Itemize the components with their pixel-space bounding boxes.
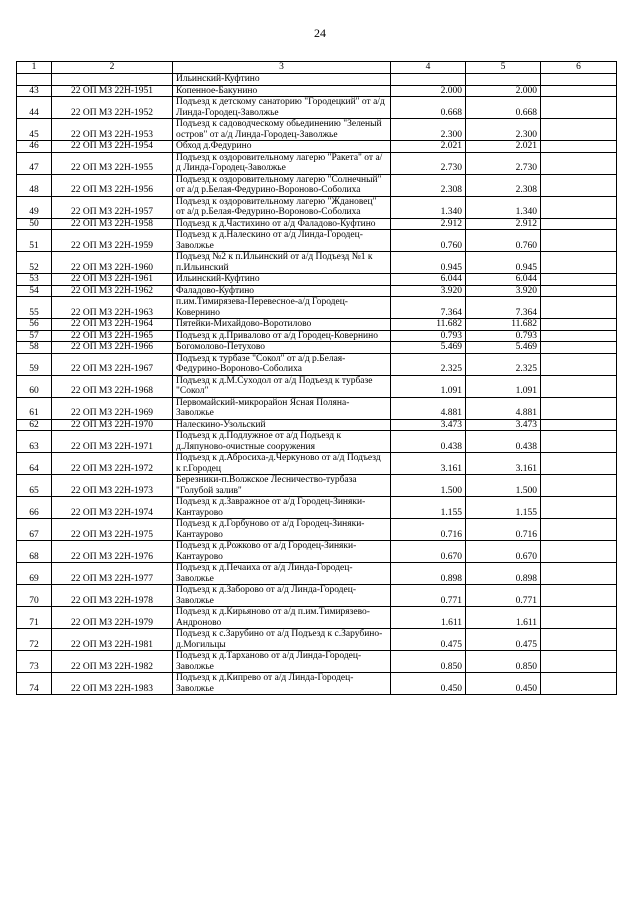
length-value: 2.300 bbox=[391, 119, 466, 141]
road-name: Подъезд к д.Налескино от а/д Линда-Городец-Заволжье bbox=[173, 230, 391, 252]
row-number: 45 bbox=[17, 119, 52, 141]
road-code: 22 ОП МЗ 22Н-1966 bbox=[52, 342, 173, 354]
note-cell bbox=[541, 274, 617, 286]
note-cell bbox=[541, 141, 617, 153]
length-value: 0.850 bbox=[391, 651, 466, 673]
road-code: 22 ОП МЗ 22Н-1955 bbox=[52, 152, 173, 174]
length-value: 0.771 bbox=[391, 585, 466, 607]
road-name: Ильинский-Куфтино bbox=[173, 74, 391, 86]
length-value: 7.364 bbox=[391, 297, 466, 319]
table-row bbox=[17, 285, 617, 297]
note-cell bbox=[541, 119, 617, 141]
table-row bbox=[17, 152, 617, 174]
table-header-row bbox=[17, 62, 617, 74]
row-number: 54 bbox=[17, 285, 52, 297]
length-value: 0.898 bbox=[391, 563, 466, 585]
road-code: 22 ОП МЗ 22Н-1961 bbox=[52, 274, 173, 286]
table-row bbox=[17, 353, 617, 375]
length-value-2: 0.793 bbox=[466, 330, 541, 342]
table-row bbox=[17, 397, 617, 419]
row-number: 48 bbox=[17, 174, 52, 196]
column-header: 6 bbox=[541, 62, 617, 74]
road-code: 22 ОП МЗ 22Н-1982 bbox=[52, 651, 173, 673]
length-value-2: 0.670 bbox=[466, 541, 541, 563]
road-name: Подъезд к д.М.Суходол от а/д Подъезд к турбазе "Сокол" bbox=[173, 375, 391, 397]
road-name: Подъезд к д.Тарханово от а/д Линда-Городец-Заволжье bbox=[173, 651, 391, 673]
length-value-2: 3.920 bbox=[466, 285, 541, 297]
length-value: 0.670 bbox=[391, 541, 466, 563]
length-value: 0.668 bbox=[391, 97, 466, 119]
table-row bbox=[17, 431, 617, 453]
road-code: 22 ОП МЗ 22Н-1958 bbox=[52, 218, 173, 230]
road-name: Подъезд к д.Печаиха от а/д Линда-Городец-Заволжье bbox=[173, 563, 391, 585]
row-number: 58 bbox=[17, 342, 52, 354]
table-row bbox=[17, 297, 617, 319]
note-cell bbox=[541, 174, 617, 196]
road-code: 22 ОП МЗ 22Н-1963 bbox=[52, 297, 173, 319]
column-header: 1 bbox=[17, 62, 52, 74]
road-name: Подъезд №2 к п.Ильинский от а/д Подъезд №1 к п.Ильинский bbox=[173, 252, 391, 274]
length-value: 2.021 bbox=[391, 141, 466, 153]
table-row bbox=[17, 629, 617, 651]
table-row bbox=[17, 85, 617, 97]
road-name: Подъезд к д.Заборово от а/д Линда-Городец-Заволжье bbox=[173, 585, 391, 607]
road-name: Пятейки-Михайдово-Воротилово bbox=[173, 319, 391, 331]
note-cell bbox=[541, 218, 617, 230]
road-name: Подъезд к д.Кирьяново от а/д п.им.Тимирязево-Андроново bbox=[173, 607, 391, 629]
note-cell bbox=[541, 319, 617, 331]
table-row bbox=[17, 230, 617, 252]
length-value: 1.500 bbox=[391, 475, 466, 497]
table-row bbox=[17, 651, 617, 673]
length-value bbox=[391, 74, 466, 86]
road-name: Фаладово-Куфтино bbox=[173, 285, 391, 297]
table-row bbox=[17, 342, 617, 354]
note-cell bbox=[541, 252, 617, 274]
length-value-2: 1.500 bbox=[466, 475, 541, 497]
road-code: 22 ОП МЗ 22Н-1978 bbox=[52, 585, 173, 607]
road-name: Подъезд к детскому санаторию "Городецкий" от а/д Линда-Городец-Заволжье bbox=[173, 97, 391, 119]
row-number: 65 bbox=[17, 475, 52, 497]
table-row bbox=[17, 519, 617, 541]
row-number: 73 bbox=[17, 651, 52, 673]
note-cell bbox=[541, 475, 617, 497]
road-code: 22 ОП МЗ 22Н-1977 bbox=[52, 563, 173, 585]
row-number: 71 bbox=[17, 607, 52, 629]
length-value: 5.469 bbox=[391, 342, 466, 354]
table-row bbox=[17, 319, 617, 331]
row-number: 52 bbox=[17, 252, 52, 274]
length-value-2: 1.091 bbox=[466, 375, 541, 397]
road-code: 22 ОП МЗ 22Н-1975 bbox=[52, 519, 173, 541]
table-row bbox=[17, 141, 617, 153]
road-name: Копенное-Бакунино bbox=[173, 85, 391, 97]
note-cell bbox=[541, 152, 617, 174]
note-cell bbox=[541, 85, 617, 97]
length-value: 0.760 bbox=[391, 230, 466, 252]
length-value: 0.475 bbox=[391, 629, 466, 651]
road-code: 22 ОП МЗ 22Н-1967 bbox=[52, 353, 173, 375]
table-row bbox=[17, 673, 617, 695]
road-name: Подъезд к с.Зарубино от а/д Подъезд к с.Зарубино-д.Могильцы bbox=[173, 629, 391, 651]
note-cell bbox=[541, 297, 617, 319]
road-name: Березники-п.Волжское Лесничество-турбаза "Голубой залив" bbox=[173, 475, 391, 497]
note-cell bbox=[541, 285, 617, 297]
table-row bbox=[17, 74, 617, 86]
note-cell bbox=[541, 353, 617, 375]
road-code: 22 ОП МЗ 22Н-1964 bbox=[52, 319, 173, 331]
road-name: Богомолово-Петухово bbox=[173, 342, 391, 354]
length-value: 2.730 bbox=[391, 152, 466, 174]
road-name: Подъезд к оздоровительному лагерю "Ракета" от а/д Линда-Городец-Заволжье bbox=[173, 152, 391, 174]
length-value: 0.945 bbox=[391, 252, 466, 274]
roads-table bbox=[16, 61, 617, 695]
length-value-2: 2.308 bbox=[466, 174, 541, 196]
road-code: 22 ОП МЗ 22Н-1957 bbox=[52, 196, 173, 218]
table-row bbox=[17, 218, 617, 230]
note-cell bbox=[541, 607, 617, 629]
note-cell bbox=[541, 585, 617, 607]
row-number: 47 bbox=[17, 152, 52, 174]
note-cell bbox=[541, 230, 617, 252]
road-code: 22 ОП МЗ 22Н-1971 bbox=[52, 431, 173, 453]
road-name: Подъезд к д.Абросиха-д.Черкуново от а/д Подъезд к г.Городец bbox=[173, 453, 391, 475]
road-code: 22 ОП МЗ 22Н-1973 bbox=[52, 475, 173, 497]
table-row bbox=[17, 497, 617, 519]
road-code: 22 ОП МЗ 22Н-1974 bbox=[52, 497, 173, 519]
road-name: Подъезд к д.Привалово от а/д Городец-Ковернино bbox=[173, 330, 391, 342]
note-cell bbox=[541, 453, 617, 475]
length-value: 0.450 bbox=[391, 673, 466, 695]
note-cell bbox=[541, 419, 617, 431]
length-value: 3.161 bbox=[391, 453, 466, 475]
table-row bbox=[17, 375, 617, 397]
length-value-2: 2.325 bbox=[466, 353, 541, 375]
row-number: 74 bbox=[17, 673, 52, 695]
note-cell bbox=[541, 541, 617, 563]
road-name: Подъезд к д.Рожково от а/д Городец-Зиняки-Кантаурово bbox=[173, 541, 391, 563]
note-cell bbox=[541, 431, 617, 453]
length-value-2: 4.881 bbox=[466, 397, 541, 419]
row-number: 49 bbox=[17, 196, 52, 218]
road-code: 22 ОП МЗ 22Н-1969 bbox=[52, 397, 173, 419]
table-row bbox=[17, 585, 617, 607]
road-name: Подъезд к оздоровительному лагерю "Солнечный" от а/д р.Белая-Федурино-Вороново-Соболиха bbox=[173, 174, 391, 196]
road-name: Первомайский-микрорайон Ясная Поляна-Заволжье bbox=[173, 397, 391, 419]
table-row bbox=[17, 541, 617, 563]
row-number: 56 bbox=[17, 319, 52, 331]
road-code: 22 ОП МЗ 22Н-1960 bbox=[52, 252, 173, 274]
row-number: 67 bbox=[17, 519, 52, 541]
table-row bbox=[17, 174, 617, 196]
length-value-2: 2.730 bbox=[466, 152, 541, 174]
table-row bbox=[17, 119, 617, 141]
road-name: Налескино-Узольский bbox=[173, 419, 391, 431]
table-row bbox=[17, 274, 617, 286]
note-cell bbox=[541, 563, 617, 585]
row-number: 50 bbox=[17, 218, 52, 230]
row-number: 68 bbox=[17, 541, 52, 563]
length-value-2: 0.771 bbox=[466, 585, 541, 607]
row-number: 66 bbox=[17, 497, 52, 519]
road-name: Обход д.Федурино bbox=[173, 141, 391, 153]
road-code: 22 ОП МЗ 22Н-1981 bbox=[52, 629, 173, 651]
row-number: 59 bbox=[17, 353, 52, 375]
row-number: 53 bbox=[17, 274, 52, 286]
road-code: 22 ОП МЗ 22Н-1956 bbox=[52, 174, 173, 196]
length-value-2: 1.155 bbox=[466, 497, 541, 519]
length-value: 1.611 bbox=[391, 607, 466, 629]
road-code: 22 ОП МЗ 22Н-1983 bbox=[52, 673, 173, 695]
length-value: 6.044 bbox=[391, 274, 466, 286]
length-value-2: 0.668 bbox=[466, 97, 541, 119]
length-value-2: 0.716 bbox=[466, 519, 541, 541]
length-value-2: 5.469 bbox=[466, 342, 541, 354]
table-row bbox=[17, 97, 617, 119]
length-value-2: 0.450 bbox=[466, 673, 541, 695]
table-row bbox=[17, 563, 617, 585]
row-number: 64 bbox=[17, 453, 52, 475]
note-cell bbox=[541, 97, 617, 119]
length-value-2: 11.682 bbox=[466, 319, 541, 331]
note-cell bbox=[541, 519, 617, 541]
road-code: 22 ОП МЗ 22Н-1962 bbox=[52, 285, 173, 297]
road-code: 22 ОП МЗ 22Н-1953 bbox=[52, 119, 173, 141]
length-value-2: 0.760 bbox=[466, 230, 541, 252]
row-number: 51 bbox=[17, 230, 52, 252]
length-value: 2.325 bbox=[391, 353, 466, 375]
row-number: 61 bbox=[17, 397, 52, 419]
length-value-2: 3.473 bbox=[466, 419, 541, 431]
column-header: 5 bbox=[466, 62, 541, 74]
road-name: Подъезд к д.Кипрево от а/д Линда-Городец-Заволжье bbox=[173, 673, 391, 695]
note-cell bbox=[541, 330, 617, 342]
length-value-2: 1.611 bbox=[466, 607, 541, 629]
road-name: Подъезд к оздоровительному лагерю "Ждановец" от а/д р.Белая-Федурино-Вороново-Соболиха bbox=[173, 196, 391, 218]
table-row bbox=[17, 196, 617, 218]
road-name: п.им.Тимирязева-Перевесное-а/д Городец-Ковернино bbox=[173, 297, 391, 319]
road-code bbox=[52, 74, 173, 86]
road-name: Подъезд к д.Горбуново от а/д Городец-Зиняки-Кантаурово bbox=[173, 519, 391, 541]
column-header: 3 bbox=[173, 62, 391, 74]
column-header: 4 bbox=[391, 62, 466, 74]
length-value-2 bbox=[466, 74, 541, 86]
road-code: 22 ОП МЗ 22Н-1972 bbox=[52, 453, 173, 475]
length-value: 3.920 bbox=[391, 285, 466, 297]
note-cell bbox=[541, 375, 617, 397]
note-cell bbox=[541, 673, 617, 695]
length-value: 2.000 bbox=[391, 85, 466, 97]
row-number: 44 bbox=[17, 97, 52, 119]
length-value: 0.716 bbox=[391, 519, 466, 541]
note-cell bbox=[541, 497, 617, 519]
length-value: 4.881 bbox=[391, 397, 466, 419]
row-number: 62 bbox=[17, 419, 52, 431]
note-cell bbox=[541, 74, 617, 86]
length-value: 0.793 bbox=[391, 330, 466, 342]
road-name: Ильинский-Куфтино bbox=[173, 274, 391, 286]
row-number: 60 bbox=[17, 375, 52, 397]
length-value: 1.155 bbox=[391, 497, 466, 519]
road-code: 22 ОП МЗ 22Н-1959 bbox=[52, 230, 173, 252]
road-code: 22 ОП МЗ 22Н-1979 bbox=[52, 607, 173, 629]
row-number: 72 bbox=[17, 629, 52, 651]
length-value-2: 0.945 bbox=[466, 252, 541, 274]
page-number: 24 bbox=[314, 26, 326, 40]
road-code: 22 ОП МЗ 22Н-1954 bbox=[52, 141, 173, 153]
road-name: Подъезд к д.Завражное от а/д Городец-Зиняки-Кантаурово bbox=[173, 497, 391, 519]
road-code: 22 ОП МЗ 22Н-1965 bbox=[52, 330, 173, 342]
length-value-2: 3.161 bbox=[466, 453, 541, 475]
row-number: 43 bbox=[17, 85, 52, 97]
length-value-2: 1.340 bbox=[466, 196, 541, 218]
road-code: 22 ОП МЗ 22Н-1976 bbox=[52, 541, 173, 563]
road-name: Подъезд к турбазе "Сокол" от а/д р.Белая-Федурино-Вороново-Соболиха bbox=[173, 353, 391, 375]
table-row bbox=[17, 419, 617, 431]
length-value: 2.308 bbox=[391, 174, 466, 196]
row-number: 57 bbox=[17, 330, 52, 342]
length-value: 0.438 bbox=[391, 431, 466, 453]
length-value-2: 6.044 bbox=[466, 274, 541, 286]
length-value-2: 0.475 bbox=[466, 629, 541, 651]
length-value-2: 0.438 bbox=[466, 431, 541, 453]
length-value-2: 2.000 bbox=[466, 85, 541, 97]
road-code: 22 ОП МЗ 22Н-1970 bbox=[52, 419, 173, 431]
length-value: 11.682 bbox=[391, 319, 466, 331]
length-value-2: 2.021 bbox=[466, 141, 541, 153]
road-code: 22 ОП МЗ 22Н-1968 bbox=[52, 375, 173, 397]
length-value-2: 0.850 bbox=[466, 651, 541, 673]
length-value: 3.473 bbox=[391, 419, 466, 431]
note-cell bbox=[541, 342, 617, 354]
length-value-2: 0.898 bbox=[466, 563, 541, 585]
row-number: 46 bbox=[17, 141, 52, 153]
road-name: Подъезд к садоводческому обьединению "Зеленый остров" от а/д Линда-Городец-Заволжье bbox=[173, 119, 391, 141]
note-cell bbox=[541, 397, 617, 419]
road-name: Подъезд к д.Частихино от а/д Фаладово-Куфтино bbox=[173, 218, 391, 230]
table-row bbox=[17, 475, 617, 497]
note-cell bbox=[541, 651, 617, 673]
note-cell bbox=[541, 196, 617, 218]
row-number: 70 bbox=[17, 585, 52, 607]
road-name: Подъезд к д.Подлужное от а/д Подъезд к д.Ляпуново-очистные сооружения bbox=[173, 431, 391, 453]
table-row bbox=[17, 252, 617, 274]
length-value: 1.340 bbox=[391, 196, 466, 218]
length-value: 1.091 bbox=[391, 375, 466, 397]
table-row bbox=[17, 607, 617, 629]
length-value-2: 2.912 bbox=[466, 218, 541, 230]
road-code: 22 ОП МЗ 22Н-1952 bbox=[52, 97, 173, 119]
table-row bbox=[17, 330, 617, 342]
length-value-2: 2.300 bbox=[466, 119, 541, 141]
column-header: 2 bbox=[52, 62, 173, 74]
road-code: 22 ОП МЗ 22Н-1951 bbox=[52, 85, 173, 97]
row-number bbox=[17, 74, 52, 86]
table-row bbox=[17, 453, 617, 475]
length-value-2: 7.364 bbox=[466, 297, 541, 319]
length-value: 2.912 bbox=[391, 218, 466, 230]
note-cell bbox=[541, 629, 617, 651]
row-number: 69 bbox=[17, 563, 52, 585]
row-number: 55 bbox=[17, 297, 52, 319]
row-number: 63 bbox=[17, 431, 52, 453]
